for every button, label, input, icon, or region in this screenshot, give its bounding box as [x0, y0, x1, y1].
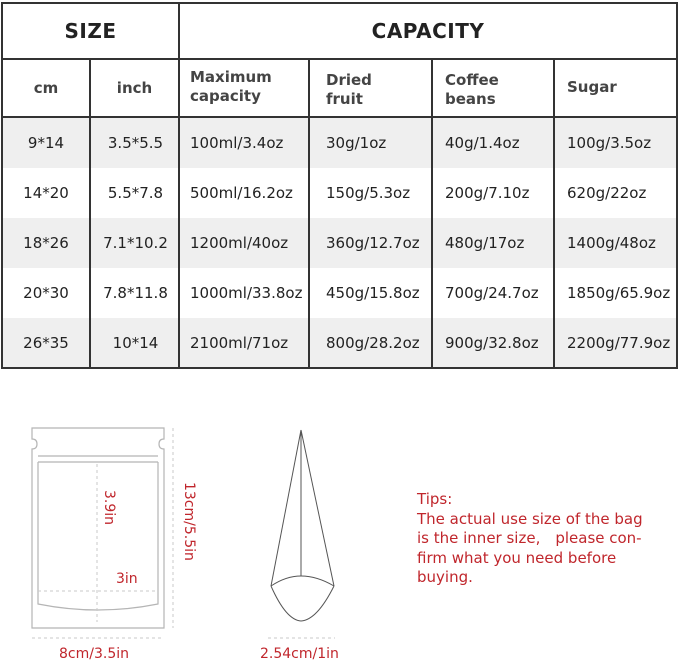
- cell-dried-fruit: 360g/12.7oz: [308, 218, 433, 268]
- cell-max-capacity: 1000ml/33.8oz: [178, 268, 310, 318]
- tips-title: Tips:: [417, 490, 453, 508]
- cell-inch: 7.8*11.8: [89, 268, 180, 318]
- cell-cm: 9*14: [27, 134, 65, 152]
- cell-max-capacity: 100ml/3.4oz: [178, 118, 310, 168]
- outer-height-label: 13cm/5.5in: [181, 482, 197, 561]
- cell-sugar: 620g/22oz: [553, 168, 678, 218]
- col-header-dried-line2: fruit: [326, 90, 363, 108]
- tips-line: is the inner size, please con-: [417, 529, 642, 547]
- col-header-coffee-beans: [431, 60, 555, 118]
- inner-height-label: 3.9in: [101, 490, 117, 526]
- inner-dimension-lines: [38, 464, 158, 622]
- cell-sugar: 2200g/77.9oz: [553, 318, 678, 368]
- col-header-max-line1: Maximum: [190, 68, 272, 86]
- cell-sugar: 1400g/48oz: [553, 218, 678, 268]
- capacity-header: CAPACITY: [178, 2, 678, 60]
- col-header-max-line2: capacity: [190, 87, 261, 105]
- cell-coffee-beans: 200g/7.10z: [431, 168, 555, 218]
- cell-sugar: 100g/3.5oz: [553, 118, 678, 168]
- cell-coffee-beans: 700g/24.7oz: [431, 268, 555, 318]
- tips-line: buying.: [417, 568, 473, 586]
- col-header-dried-fruit: [308, 60, 433, 118]
- cell-dried-fruit: 450g/15.8oz: [308, 268, 433, 318]
- col-header-coffee-line1: Coffee: [445, 71, 499, 89]
- col-header-dried-line1: Dried: [326, 71, 372, 89]
- cell-cm: 18*26: [23, 234, 69, 252]
- cell-max-capacity: 1200ml/40oz: [178, 218, 310, 268]
- cell-dried-fruit: 150g/5.3oz: [308, 168, 433, 218]
- cell-max-capacity: 2100ml/71oz: [178, 318, 310, 368]
- cell-dried-fruit: 30g/1oz: [308, 118, 433, 168]
- cell-inch: 10*14: [89, 318, 180, 368]
- cell-inch: 7.1*10.2: [89, 218, 180, 268]
- tips-line: The actual use size of the bag: [417, 509, 643, 528]
- inner-width-label: 3in: [116, 571, 138, 587]
- cell-coffee-beans: 900g/32.8oz: [431, 318, 555, 368]
- col-header-sugar: Sugar: [553, 60, 678, 118]
- cell-inch: 3.5*5.5: [89, 118, 180, 168]
- col-header-cm: cm: [1, 60, 91, 118]
- cell-dried-fruit: 800g/28.2oz: [308, 318, 433, 368]
- tips-note: [417, 490, 667, 588]
- outer-width-label: 8cm/3.5in: [59, 646, 129, 662]
- gusset-outline: [271, 430, 334, 621]
- cell-inch: 5.5*7.8: [89, 168, 180, 218]
- cell-sugar: 1850g/65.9oz: [553, 268, 678, 318]
- cell-cm: 14*20: [23, 184, 69, 202]
- col-header-coffee-line2: beans: [445, 90, 496, 108]
- col-header-inch: inch: [89, 60, 180, 118]
- size-header: SIZE: [1, 2, 180, 60]
- size-capacity-table: [1, 2, 678, 369]
- col-header-max-capacity: [178, 60, 310, 118]
- cell-coffee-beans: 40g/1.4oz: [431, 118, 555, 168]
- gusset-width-label: 2.54cm/1in: [260, 646, 339, 662]
- front-bag-outline: [32, 428, 164, 628]
- cell-cm: 26*35: [23, 334, 69, 352]
- cell-coffee-beans: 480g/17oz: [431, 218, 555, 268]
- cell-cm: 20*30: [23, 284, 69, 302]
- cell-max-capacity: 500ml/16.2oz: [178, 168, 310, 218]
- tips-line: firm what you need before: [417, 548, 617, 567]
